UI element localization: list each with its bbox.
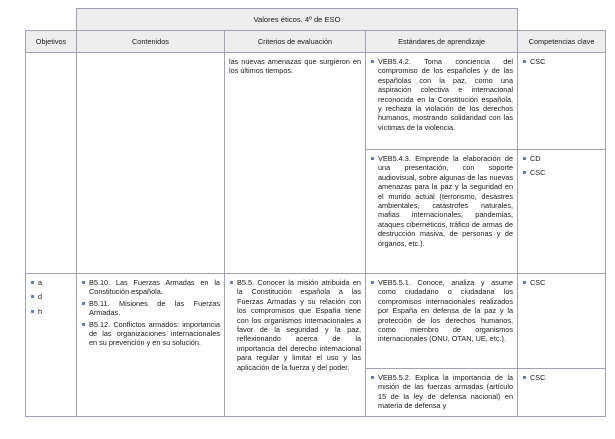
contenidos-cell (77, 53, 225, 274)
header-row (26, 31, 606, 53)
competencias-cell (518, 369, 606, 417)
table-row (26, 53, 606, 150)
competencia-item: CSC (522, 168, 601, 177)
curriculum-table (25, 8, 606, 417)
competencias-list (522, 278, 601, 287)
competencia-item: CSC (522, 57, 601, 66)
estandar-text: VEB5.4.2. Toma conciencia del compromiso de los españoles y de las españolas con la paz, como una aspiración colectiva e internacional reconocida en la Constitución española, y rechaza la violación de los derechos humanos, mostrando solidaridad con las víctimas de la violencia. (370, 57, 513, 132)
estandar-cell (366, 53, 518, 150)
contenido-item: B5.11. Misiones de las Fuerzas Armadas. (81, 299, 220, 318)
objetivo-item: h (30, 307, 72, 316)
competencias-list (522, 154, 601, 178)
objetivos-cell (26, 274, 77, 417)
estandar-text: VEB5.5.1. Conoce, analiza y asume como ciudadano o ciudadana los compromisos internacionales realizados por España en defensa de la paz y la protección de los derechos humanos, como miembro de organismos internacionales (ONU, OTAN, UE, etc.). (370, 278, 513, 344)
competencias-cell (518, 53, 606, 150)
header-contenidos: Contenidos (77, 31, 225, 53)
table-row (26, 274, 606, 369)
contenidos-cell (77, 274, 225, 417)
header-criterios: Criterios de evaluación (225, 31, 366, 53)
competencia-item: CD (522, 154, 601, 163)
contenido-item: B5.12. Conflictos armados: importancia de las organizaciones internacionales en su prevención y en su solución. (81, 320, 220, 348)
header-competencias: Competencias clave (518, 31, 606, 53)
competencias-list (522, 57, 601, 66)
objetivo-item: a (30, 278, 72, 287)
criterio-text: B5.5. Conocer la misión atribuida en la Constitución española a las Fuerzas Armadas y su relación con los compromisos que España tiene con los organismos internacionales a favor de la seguridad y la paz, reflexionando acerca de la importancia del derecho internacional para regular y limitar el uso y las aplicación de la fuerza y del poder. (229, 278, 361, 372)
criterios-cell (225, 274, 366, 417)
competencias-cell (518, 274, 606, 369)
estandar-text: VEB5.4.3. Emprende la elaboración de una presentación, con soporte audiovisual, sobre algunas de las nuevas amenazas para la paz y la seguridad en el mundo actual (terrorismo, desastres ambientales, catástrofes naturales, mafias internacionales, pandemias, ataques cibernéticos, tráfico de armas de destrucción masiva, de personas y de órganos, etc.). (370, 154, 513, 248)
estandar-text: VEB5.5.2. Explica la importancia de la misión de las fuerzas armadas (artículo 15 de la ley de defensa nacional) en materia de defensa y (370, 373, 513, 411)
estandar-cell (366, 369, 518, 417)
objetivo-item: d (30, 292, 72, 301)
header-objetivos: Objetivos (26, 31, 77, 53)
contenido-item: B5.10. Las Fuerzas Armadas en la Constitución española. (81, 278, 220, 297)
title-spacer (518, 9, 606, 31)
table-title: Valores éticos. 4º de ESO (77, 9, 518, 31)
criterio-text: las nuevas amenazas que surgieron en los últimos tiempos. (229, 57, 361, 76)
competencias-list (522, 373, 601, 382)
competencia-item: CSC (522, 373, 601, 382)
header-estandares: Estándares de aprendizaje (366, 31, 518, 53)
title-spacer (26, 9, 77, 31)
criterios-cell (225, 53, 366, 274)
competencia-item: CSC (522, 278, 601, 287)
title-row (26, 9, 606, 31)
competencias-cell (518, 150, 606, 274)
estandar-cell (366, 274, 518, 369)
estandar-cell (366, 150, 518, 274)
objetivos-cell (26, 53, 77, 274)
objetivos-list (30, 278, 72, 316)
